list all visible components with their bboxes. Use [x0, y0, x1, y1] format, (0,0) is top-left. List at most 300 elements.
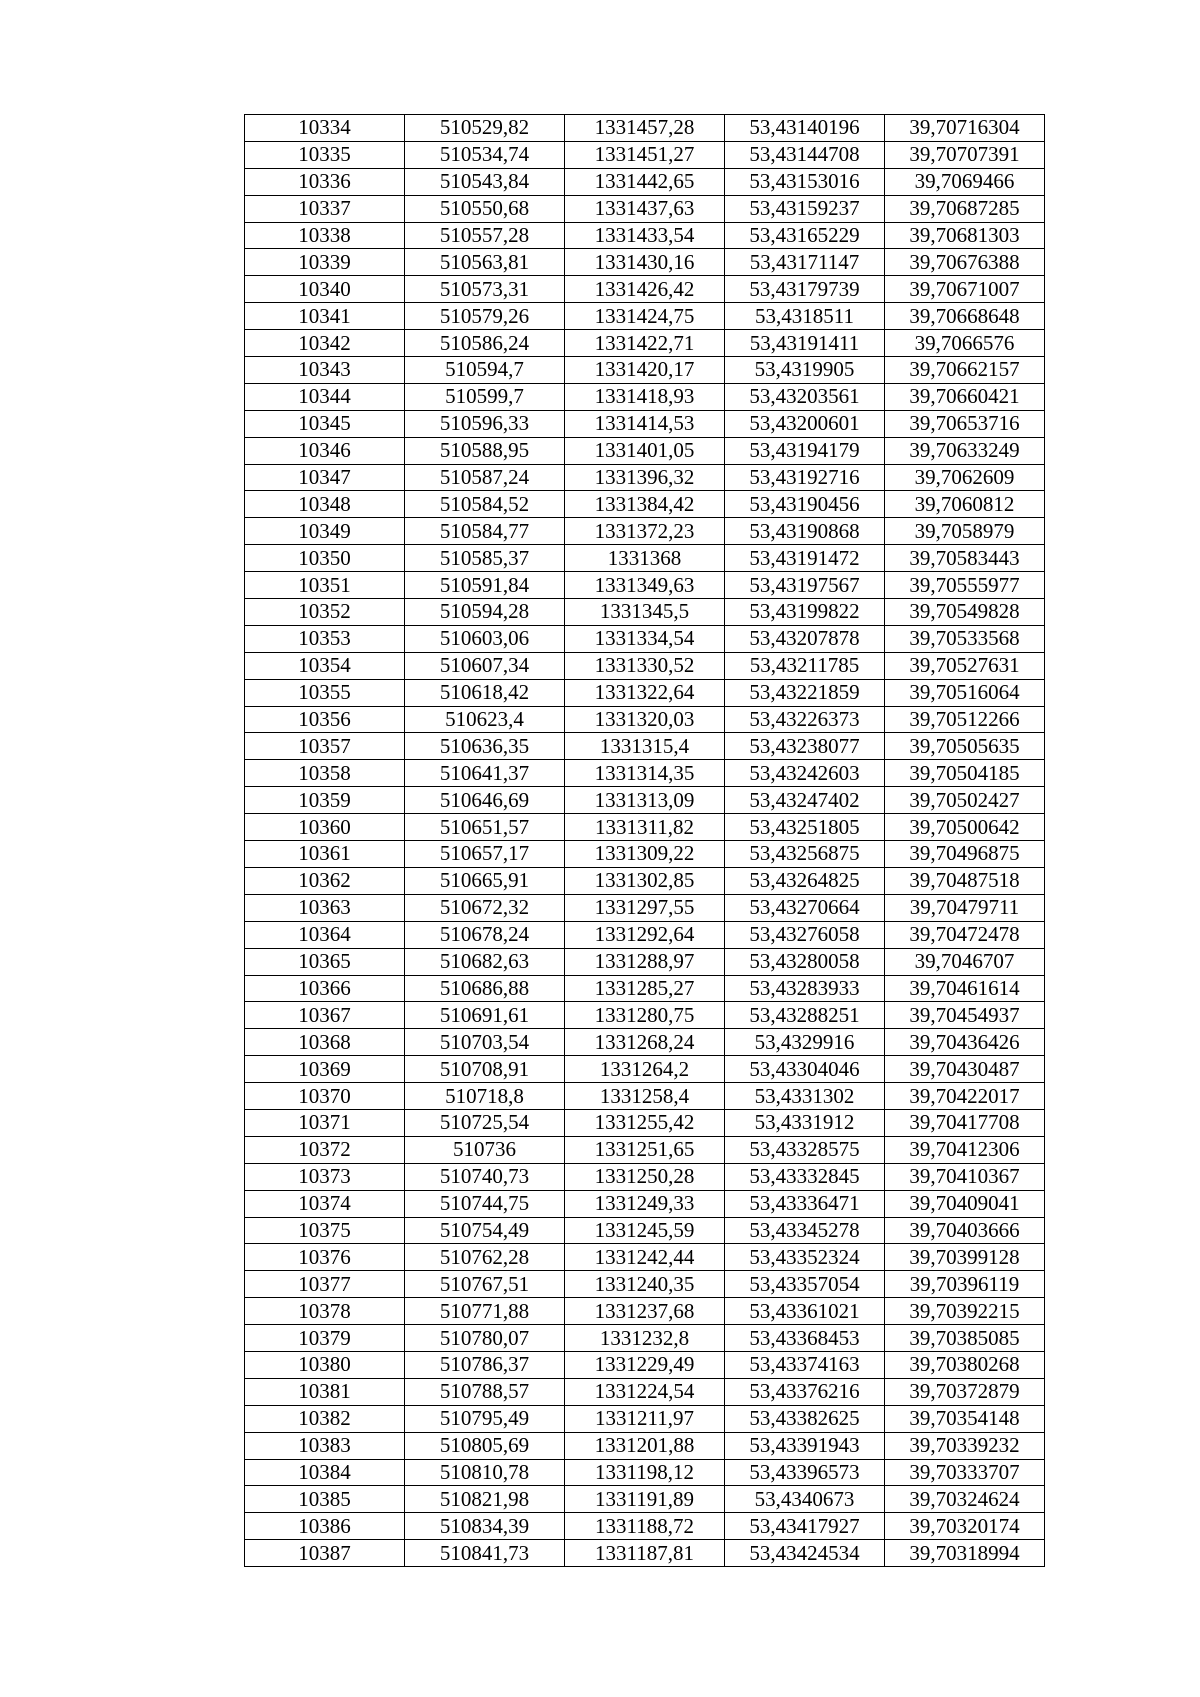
table-row: [245, 599, 1045, 626]
table-row: [245, 1432, 1045, 1459]
longitude-cell: 39,70320174: [885, 1513, 1045, 1540]
y-coordinate-cell: 1331242,44: [565, 1244, 725, 1271]
x-coordinate-cell: 510534,74: [405, 141, 565, 168]
point-number-cell: 10344: [245, 383, 405, 410]
x-coordinate-cell: 510810,78: [405, 1459, 565, 1486]
latitude-cell: 53,43396573: [725, 1459, 885, 1486]
table-row: [245, 491, 1045, 518]
coordinates-table-body: [245, 115, 1045, 1567]
x-coordinate-cell: 510665,91: [405, 867, 565, 894]
point-number-cell: 10374: [245, 1190, 405, 1217]
longitude-cell: 39,70339232: [885, 1432, 1045, 1459]
longitude-cell: 39,70653716: [885, 410, 1045, 437]
table-row: [245, 1486, 1045, 1513]
table-row: [245, 115, 1045, 142]
longitude-cell: 39,70660421: [885, 383, 1045, 410]
longitude-cell: 39,70479711: [885, 894, 1045, 921]
table-row: [245, 437, 1045, 464]
point-number-cell: 10360: [245, 814, 405, 841]
table-row: [245, 1163, 1045, 1190]
longitude-cell: 39,70409041: [885, 1190, 1045, 1217]
latitude-cell: 53,43238077: [725, 733, 885, 760]
longitude-cell: 39,70318994: [885, 1540, 1045, 1567]
point-number-cell: 10358: [245, 760, 405, 787]
longitude-cell: 39,70505635: [885, 733, 1045, 760]
latitude-cell: 53,43374163: [725, 1351, 885, 1378]
latitude-cell: 53,43276058: [725, 921, 885, 948]
point-number-cell: 10341: [245, 303, 405, 330]
table-row: [245, 518, 1045, 545]
table-row: [245, 410, 1045, 437]
latitude-cell: 53,43264825: [725, 867, 885, 894]
latitude-cell: 53,43304046: [725, 1056, 885, 1083]
point-number-cell: 10361: [245, 841, 405, 868]
table-row: [245, 1190, 1045, 1217]
table-row: [245, 168, 1045, 195]
latitude-cell: 53,43159237: [725, 195, 885, 222]
table-row: [245, 1056, 1045, 1083]
table-row: [245, 652, 1045, 679]
table-row: [245, 867, 1045, 894]
latitude-cell: 53,4331302: [725, 1083, 885, 1110]
latitude-cell: 53,4318511: [725, 303, 885, 330]
latitude-cell: 53,43171147: [725, 249, 885, 276]
y-coordinate-cell: 1331191,89: [565, 1486, 725, 1513]
y-coordinate-cell: 1331314,35: [565, 760, 725, 787]
y-coordinate-cell: 1331250,28: [565, 1163, 725, 1190]
longitude-cell: 39,70417708: [885, 1109, 1045, 1136]
y-coordinate-cell: 1331264,2: [565, 1056, 725, 1083]
latitude-cell: 53,43352324: [725, 1244, 885, 1271]
longitude-cell: 39,70502427: [885, 787, 1045, 814]
longitude-cell: 39,70668648: [885, 303, 1045, 330]
point-number-cell: 10380: [245, 1351, 405, 1378]
latitude-cell: 53,43211785: [725, 652, 885, 679]
x-coordinate-cell: 510682,63: [405, 948, 565, 975]
table-row: [245, 276, 1045, 303]
x-coordinate-cell: 510636,35: [405, 733, 565, 760]
longitude-cell: 39,7058979: [885, 518, 1045, 545]
y-coordinate-cell: 1331240,35: [565, 1271, 725, 1298]
y-coordinate-cell: 1331372,23: [565, 518, 725, 545]
y-coordinate-cell: 1331424,75: [565, 303, 725, 330]
latitude-cell: 53,43194179: [725, 437, 885, 464]
point-number-cell: 10345: [245, 410, 405, 437]
y-coordinate-cell: 1331224,54: [565, 1378, 725, 1405]
y-coordinate-cell: 1331292,64: [565, 921, 725, 948]
y-coordinate-cell: 1331285,27: [565, 975, 725, 1002]
latitude-cell: 53,4329916: [725, 1029, 885, 1056]
point-number-cell: 10350: [245, 545, 405, 572]
x-coordinate-cell: 510754,49: [405, 1217, 565, 1244]
longitude-cell: 39,70527631: [885, 652, 1045, 679]
y-coordinate-cell: 1331401,05: [565, 437, 725, 464]
x-coordinate-cell: 510594,28: [405, 599, 565, 626]
x-coordinate-cell: 510618,42: [405, 679, 565, 706]
y-coordinate-cell: 1331313,09: [565, 787, 725, 814]
x-coordinate-cell: 510780,07: [405, 1325, 565, 1352]
point-number-cell: 10346: [245, 437, 405, 464]
point-number-cell: 10356: [245, 706, 405, 733]
latitude-cell: 53,43190868: [725, 518, 885, 545]
longitude-cell: 39,70385085: [885, 1325, 1045, 1352]
table-row: [245, 1002, 1045, 1029]
point-number-cell: 10368: [245, 1029, 405, 1056]
x-coordinate-cell: 510718,8: [405, 1083, 565, 1110]
point-number-cell: 10340: [245, 276, 405, 303]
y-coordinate-cell: 1331288,97: [565, 948, 725, 975]
longitude-cell: 39,70681303: [885, 222, 1045, 249]
point-number-cell: 10376: [245, 1244, 405, 1271]
y-coordinate-cell: 1331237,68: [565, 1298, 725, 1325]
table-row: [245, 1513, 1045, 1540]
table-row: [245, 330, 1045, 357]
x-coordinate-cell: 510607,34: [405, 652, 565, 679]
table-row: [245, 921, 1045, 948]
latitude-cell: 53,4340673: [725, 1486, 885, 1513]
y-coordinate-cell: 1331309,22: [565, 841, 725, 868]
table-row: [245, 1029, 1045, 1056]
point-number-cell: 10366: [245, 975, 405, 1002]
table-row: [245, 1540, 1045, 1567]
x-coordinate-cell: 510708,91: [405, 1056, 565, 1083]
longitude-cell: 39,7060812: [885, 491, 1045, 518]
x-coordinate-cell: 510586,24: [405, 330, 565, 357]
table-row: [245, 948, 1045, 975]
table-row: [245, 1298, 1045, 1325]
x-coordinate-cell: 510623,4: [405, 706, 565, 733]
x-coordinate-cell: 510686,88: [405, 975, 565, 1002]
y-coordinate-cell: 1331349,63: [565, 572, 725, 599]
latitude-cell: 53,43190456: [725, 491, 885, 518]
longitude-cell: 39,70472478: [885, 921, 1045, 948]
longitude-cell: 39,70399128: [885, 1244, 1045, 1271]
x-coordinate-cell: 510691,61: [405, 1002, 565, 1029]
point-number-cell: 10348: [245, 491, 405, 518]
point-number-cell: 10347: [245, 464, 405, 491]
latitude-cell: 53,43144708: [725, 141, 885, 168]
y-coordinate-cell: 1331451,27: [565, 141, 725, 168]
point-number-cell: 10367: [245, 1002, 405, 1029]
y-coordinate-cell: 1331198,12: [565, 1459, 725, 1486]
point-number-cell: 10359: [245, 787, 405, 814]
table-row: [245, 383, 1045, 410]
x-coordinate-cell: 510678,24: [405, 921, 565, 948]
longitude-cell: 39,70533568: [885, 625, 1045, 652]
point-number-cell: 10379: [245, 1325, 405, 1352]
point-number-cell: 10377: [245, 1271, 405, 1298]
latitude-cell: 53,43221859: [725, 679, 885, 706]
y-coordinate-cell: 1331249,33: [565, 1190, 725, 1217]
x-coordinate-cell: 510579,26: [405, 303, 565, 330]
y-coordinate-cell: 1331229,49: [565, 1351, 725, 1378]
x-coordinate-cell: 510543,84: [405, 168, 565, 195]
table-row: [245, 222, 1045, 249]
x-coordinate-cell: 510587,24: [405, 464, 565, 491]
point-number-cell: 10371: [245, 1109, 405, 1136]
table-row: [245, 814, 1045, 841]
table-row: [245, 545, 1045, 572]
x-coordinate-cell: 510646,69: [405, 787, 565, 814]
x-coordinate-cell: 510805,69: [405, 1432, 565, 1459]
point-number-cell: 10335: [245, 141, 405, 168]
table-row: [245, 1325, 1045, 1352]
table-row: [245, 1405, 1045, 1432]
y-coordinate-cell: 1331418,93: [565, 383, 725, 410]
point-number-cell: 10362: [245, 867, 405, 894]
y-coordinate-cell: 1331232,8: [565, 1325, 725, 1352]
x-coordinate-cell: 510795,49: [405, 1405, 565, 1432]
latitude-cell: 53,43345278: [725, 1217, 885, 1244]
latitude-cell: 53,43270664: [725, 894, 885, 921]
y-coordinate-cell: 1331368: [565, 545, 725, 572]
x-coordinate-cell: 510585,37: [405, 545, 565, 572]
latitude-cell: 53,43283933: [725, 975, 885, 1002]
longitude-cell: 39,70380268: [885, 1351, 1045, 1378]
point-number-cell: 10343: [245, 357, 405, 384]
table-row: [245, 1244, 1045, 1271]
y-coordinate-cell: 1331442,65: [565, 168, 725, 195]
latitude-cell: 53,43251805: [725, 814, 885, 841]
latitude-cell: 53,43332845: [725, 1163, 885, 1190]
longitude-cell: 39,70707391: [885, 141, 1045, 168]
point-number-cell: 10375: [245, 1217, 405, 1244]
longitude-cell: 39,70410367: [885, 1163, 1045, 1190]
y-coordinate-cell: 1331437,63: [565, 195, 725, 222]
longitude-cell: 39,70324624: [885, 1486, 1045, 1513]
x-coordinate-cell: 510725,54: [405, 1109, 565, 1136]
latitude-cell: 53,43203561: [725, 383, 885, 410]
x-coordinate-cell: 510740,73: [405, 1163, 565, 1190]
point-number-cell: 10364: [245, 921, 405, 948]
x-coordinate-cell: 510834,39: [405, 1513, 565, 1540]
y-coordinate-cell: 1331245,59: [565, 1217, 725, 1244]
y-coordinate-cell: 1331320,03: [565, 706, 725, 733]
table-row: [245, 464, 1045, 491]
x-coordinate-cell: 510584,77: [405, 518, 565, 545]
latitude-cell: 53,43199822: [725, 599, 885, 626]
longitude-cell: 39,7062609: [885, 464, 1045, 491]
latitude-cell: 53,43424534: [725, 1540, 885, 1567]
x-coordinate-cell: 510657,17: [405, 841, 565, 868]
longitude-cell: 39,70496875: [885, 841, 1045, 868]
point-number-cell: 10387: [245, 1540, 405, 1567]
longitude-cell: 39,70396119: [885, 1271, 1045, 1298]
point-number-cell: 10334: [245, 115, 405, 142]
table-row: [245, 625, 1045, 652]
longitude-cell: 39,70487518: [885, 867, 1045, 894]
y-coordinate-cell: 1331280,75: [565, 1002, 725, 1029]
latitude-cell: 53,43200601: [725, 410, 885, 437]
y-coordinate-cell: 1331433,54: [565, 222, 725, 249]
latitude-cell: 53,43391943: [725, 1432, 885, 1459]
longitude-cell: 39,70583443: [885, 545, 1045, 572]
longitude-cell: 39,70436426: [885, 1029, 1045, 1056]
point-number-cell: 10338: [245, 222, 405, 249]
longitude-cell: 39,7069466: [885, 168, 1045, 195]
longitude-cell: 39,70504185: [885, 760, 1045, 787]
x-coordinate-cell: 510557,28: [405, 222, 565, 249]
longitude-cell: 39,70430487: [885, 1056, 1045, 1083]
point-number-cell: 10352: [245, 599, 405, 626]
point-number-cell: 10353: [245, 625, 405, 652]
point-number-cell: 10349: [245, 518, 405, 545]
y-coordinate-cell: 1331297,55: [565, 894, 725, 921]
longitude-cell: 39,70716304: [885, 115, 1045, 142]
point-number-cell: 10378: [245, 1298, 405, 1325]
longitude-cell: 39,70687285: [885, 195, 1045, 222]
point-number-cell: 10369: [245, 1056, 405, 1083]
table-row: [245, 357, 1045, 384]
table-row: [245, 1083, 1045, 1110]
table-row: [245, 733, 1045, 760]
longitude-cell: 39,70671007: [885, 276, 1045, 303]
latitude-cell: 53,4331912: [725, 1109, 885, 1136]
latitude-cell: 53,43357054: [725, 1271, 885, 1298]
y-coordinate-cell: 1331322,64: [565, 679, 725, 706]
point-number-cell: 10385: [245, 1486, 405, 1513]
y-coordinate-cell: 1331268,24: [565, 1029, 725, 1056]
point-number-cell: 10373: [245, 1163, 405, 1190]
y-coordinate-cell: 1331414,53: [565, 410, 725, 437]
latitude-cell: 53,43417927: [725, 1513, 885, 1540]
point-number-cell: 10351: [245, 572, 405, 599]
longitude-cell: 39,70676388: [885, 249, 1045, 276]
point-number-cell: 10383: [245, 1432, 405, 1459]
point-number-cell: 10339: [245, 249, 405, 276]
latitude-cell: 53,43328575: [725, 1136, 885, 1163]
y-coordinate-cell: 1331255,42: [565, 1109, 725, 1136]
longitude-cell: 39,70403666: [885, 1217, 1045, 1244]
point-number-cell: 10336: [245, 168, 405, 195]
point-number-cell: 10381: [245, 1378, 405, 1405]
latitude-cell: 53,43256875: [725, 841, 885, 868]
y-coordinate-cell: 1331345,5: [565, 599, 725, 626]
latitude-cell: 53,4319905: [725, 357, 885, 384]
x-coordinate-cell: 510584,52: [405, 491, 565, 518]
longitude-cell: 39,70500642: [885, 814, 1045, 841]
table-row: [245, 141, 1045, 168]
table-row: [245, 787, 1045, 814]
y-coordinate-cell: 1331430,16: [565, 249, 725, 276]
latitude-cell: 53,43165229: [725, 222, 885, 249]
x-coordinate-cell: 510594,7: [405, 357, 565, 384]
y-coordinate-cell: 1331396,32: [565, 464, 725, 491]
point-number-cell: 10342: [245, 330, 405, 357]
table-row: [245, 706, 1045, 733]
table-row: [245, 249, 1045, 276]
point-number-cell: 10354: [245, 652, 405, 679]
x-coordinate-cell: 510821,98: [405, 1486, 565, 1513]
latitude-cell: 53,43288251: [725, 1002, 885, 1029]
point-number-cell: 10372: [245, 1136, 405, 1163]
table-row: [245, 195, 1045, 222]
x-coordinate-cell: 510841,73: [405, 1540, 565, 1567]
point-number-cell: 10384: [245, 1459, 405, 1486]
point-number-cell: 10357: [245, 733, 405, 760]
point-number-cell: 10363: [245, 894, 405, 921]
longitude-cell: 39,70461614: [885, 975, 1045, 1002]
x-coordinate-cell: 510529,82: [405, 115, 565, 142]
latitude-cell: 53,43280058: [725, 948, 885, 975]
latitude-cell: 53,43191411: [725, 330, 885, 357]
y-coordinate-cell: 1331422,71: [565, 330, 725, 357]
longitude-cell: 39,70392215: [885, 1298, 1045, 1325]
longitude-cell: 39,70516064: [885, 679, 1045, 706]
x-coordinate-cell: 510767,51: [405, 1271, 565, 1298]
x-coordinate-cell: 510771,88: [405, 1298, 565, 1325]
latitude-cell: 53,43192716: [725, 464, 885, 491]
latitude-cell: 53,43382625: [725, 1405, 885, 1432]
x-coordinate-cell: 510550,68: [405, 195, 565, 222]
table-row: [245, 1351, 1045, 1378]
table-row: [245, 894, 1045, 921]
table-row: [245, 1136, 1045, 1163]
longitude-cell: 39,70333707: [885, 1459, 1045, 1486]
x-coordinate-cell: 510651,57: [405, 814, 565, 841]
longitude-cell: 39,7066576: [885, 330, 1045, 357]
x-coordinate-cell: 510762,28: [405, 1244, 565, 1271]
y-coordinate-cell: 1331384,42: [565, 491, 725, 518]
latitude-cell: 53,43179739: [725, 276, 885, 303]
table-row: [245, 679, 1045, 706]
longitude-cell: 39,70512266: [885, 706, 1045, 733]
point-number-cell: 10365: [245, 948, 405, 975]
point-number-cell: 10386: [245, 1513, 405, 1540]
x-coordinate-cell: 510703,54: [405, 1029, 565, 1056]
table-row: [245, 975, 1045, 1002]
x-coordinate-cell: 510573,31: [405, 276, 565, 303]
y-coordinate-cell: 1331201,88: [565, 1432, 725, 1459]
x-coordinate-cell: 510603,06: [405, 625, 565, 652]
point-number-cell: 10382: [245, 1405, 405, 1432]
point-number-cell: 10337: [245, 195, 405, 222]
y-coordinate-cell: 1331315,4: [565, 733, 725, 760]
x-coordinate-cell: 510588,95: [405, 437, 565, 464]
longitude-cell: 39,7046707: [885, 948, 1045, 975]
x-coordinate-cell: 510596,33: [405, 410, 565, 437]
latitude-cell: 53,43247402: [725, 787, 885, 814]
table-row: [245, 1271, 1045, 1298]
point-number-cell: 10370: [245, 1083, 405, 1110]
latitude-cell: 53,43242603: [725, 760, 885, 787]
y-coordinate-cell: 1331187,81: [565, 1540, 725, 1567]
latitude-cell: 53,43368453: [725, 1325, 885, 1352]
y-coordinate-cell: 1331302,85: [565, 867, 725, 894]
table-row: [245, 1109, 1045, 1136]
latitude-cell: 53,43207878: [725, 625, 885, 652]
x-coordinate-cell: 510591,84: [405, 572, 565, 599]
table-row: [245, 1378, 1045, 1405]
longitude-cell: 39,70633249: [885, 437, 1045, 464]
longitude-cell: 39,70549828: [885, 599, 1045, 626]
y-coordinate-cell: 1331420,17: [565, 357, 725, 384]
latitude-cell: 53,43191472: [725, 545, 885, 572]
longitude-cell: 39,70412306: [885, 1136, 1045, 1163]
latitude-cell: 53,43140196: [725, 115, 885, 142]
y-coordinate-cell: 1331426,42: [565, 276, 725, 303]
longitude-cell: 39,70354148: [885, 1405, 1045, 1432]
x-coordinate-cell: 510641,37: [405, 760, 565, 787]
x-coordinate-cell: 510563,81: [405, 249, 565, 276]
table-row: [245, 1217, 1045, 1244]
y-coordinate-cell: 1331334,54: [565, 625, 725, 652]
x-coordinate-cell: 510672,32: [405, 894, 565, 921]
y-coordinate-cell: 1331211,97: [565, 1405, 725, 1432]
longitude-cell: 39,70422017: [885, 1083, 1045, 1110]
longitude-cell: 39,70555977: [885, 572, 1045, 599]
table-row: [245, 1459, 1045, 1486]
